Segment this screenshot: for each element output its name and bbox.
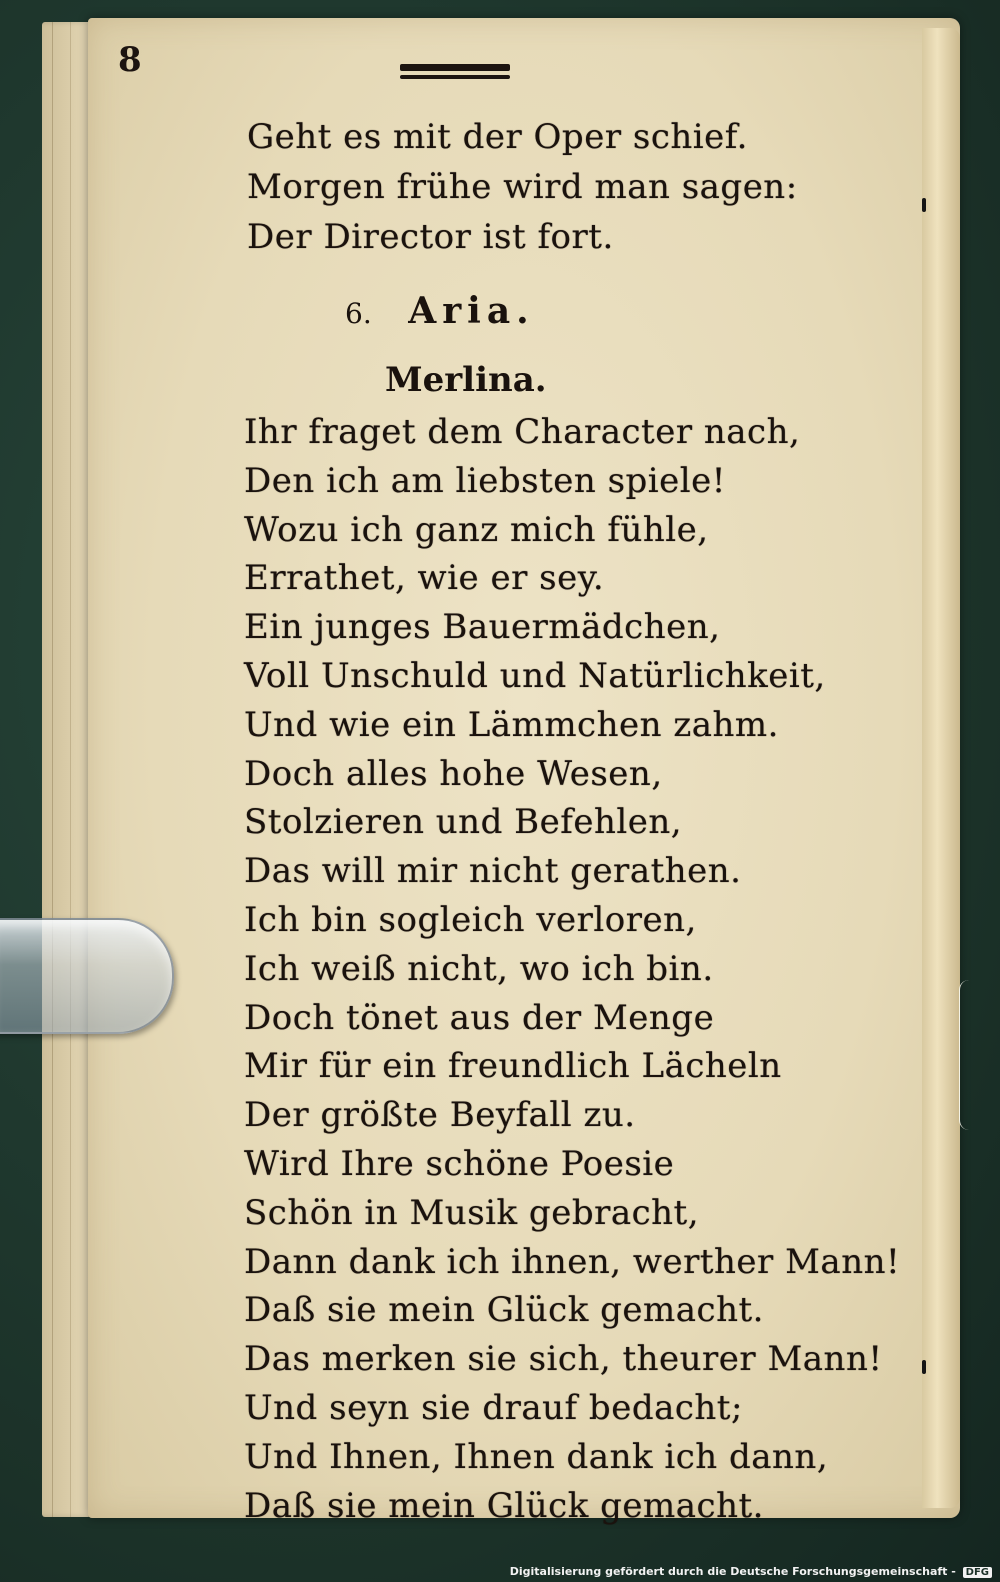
binding-stitch xyxy=(922,1360,926,1374)
aria-line: Ich weiß nicht, wo ich bin. xyxy=(244,948,714,989)
aria-line: Stolzieren und Befehlen, xyxy=(244,802,683,843)
dfg-logo: DFG xyxy=(963,1567,992,1578)
verse-line: Morgen frühe wird man sagen: xyxy=(247,167,798,207)
ornament-rule xyxy=(400,62,510,86)
digitization-credit xyxy=(510,1565,992,1578)
book-spine xyxy=(922,28,960,1508)
speaker-name: Merlina. xyxy=(385,360,547,400)
aria-line: Wozu ich ganz mich fühle, xyxy=(244,509,709,550)
credit-text: Digitalisierung gefördert durch die Deutsche Forschungsgemeinschaft - xyxy=(509,1565,956,1578)
verse-line: Geht es mit der Oper schief. xyxy=(247,117,748,157)
top-verse xyxy=(152,112,852,262)
aria-line: Ihr fraget dem Character nach, xyxy=(244,412,801,452)
binding-thread xyxy=(959,980,980,1130)
page-clip xyxy=(0,918,174,1034)
aria-line: Doch tönet aus der Menge xyxy=(244,997,715,1038)
aria-line: Dann dank ich ihnen, werther Mann! xyxy=(244,1241,901,1282)
aria-line: Wird Ihre schöne Poesie xyxy=(244,1143,675,1184)
aria-line: Daß sie mein Glück gemacht. xyxy=(244,1485,764,1526)
aria-line: Der größte Beyfall zu. xyxy=(244,1095,636,1136)
binding-stitch xyxy=(922,198,926,212)
aria-line: Daß sie mein Glück gemacht. xyxy=(244,1290,764,1331)
ornament-bar-top xyxy=(400,64,510,71)
ornament-bar-bottom xyxy=(400,75,510,79)
aria-line: Schön in Musik gebracht, xyxy=(244,1192,700,1233)
aria-line: Und seyn sie drauf bedacht; xyxy=(244,1387,743,1428)
section-number: 6. xyxy=(345,297,372,330)
aria-line: Doch alles hohe Wesen, xyxy=(244,753,663,794)
verse-line: Der Director ist fort. xyxy=(247,217,614,257)
aria-line: Das merken sie sich, theurer Mann! xyxy=(244,1339,883,1380)
section-title: Aria. xyxy=(408,290,535,332)
aria-line: Ich bin sogleich verloren, xyxy=(244,899,697,940)
aria-line: Und Ihnen, Ihnen dank ich dann, xyxy=(244,1436,829,1477)
page-number: 8 xyxy=(118,40,142,80)
aria-line: Den ich am liebsten spiele! xyxy=(244,460,726,501)
aria-line: Das will mir nicht gerathen. xyxy=(244,851,742,892)
aria-line: Voll Unschuld und Natürlichkeit, xyxy=(244,655,826,696)
aria-text xyxy=(152,408,901,1530)
aria-line: Ein junges Bauermädchen, xyxy=(244,607,721,648)
aria-line: Und wie ein Lämmchen zahm. xyxy=(244,704,779,745)
aria-line: Mir für ein freundlich Lächeln xyxy=(244,1046,782,1087)
section-heading xyxy=(345,290,535,332)
aria-line: Errathet, wie er sey. xyxy=(244,558,605,599)
